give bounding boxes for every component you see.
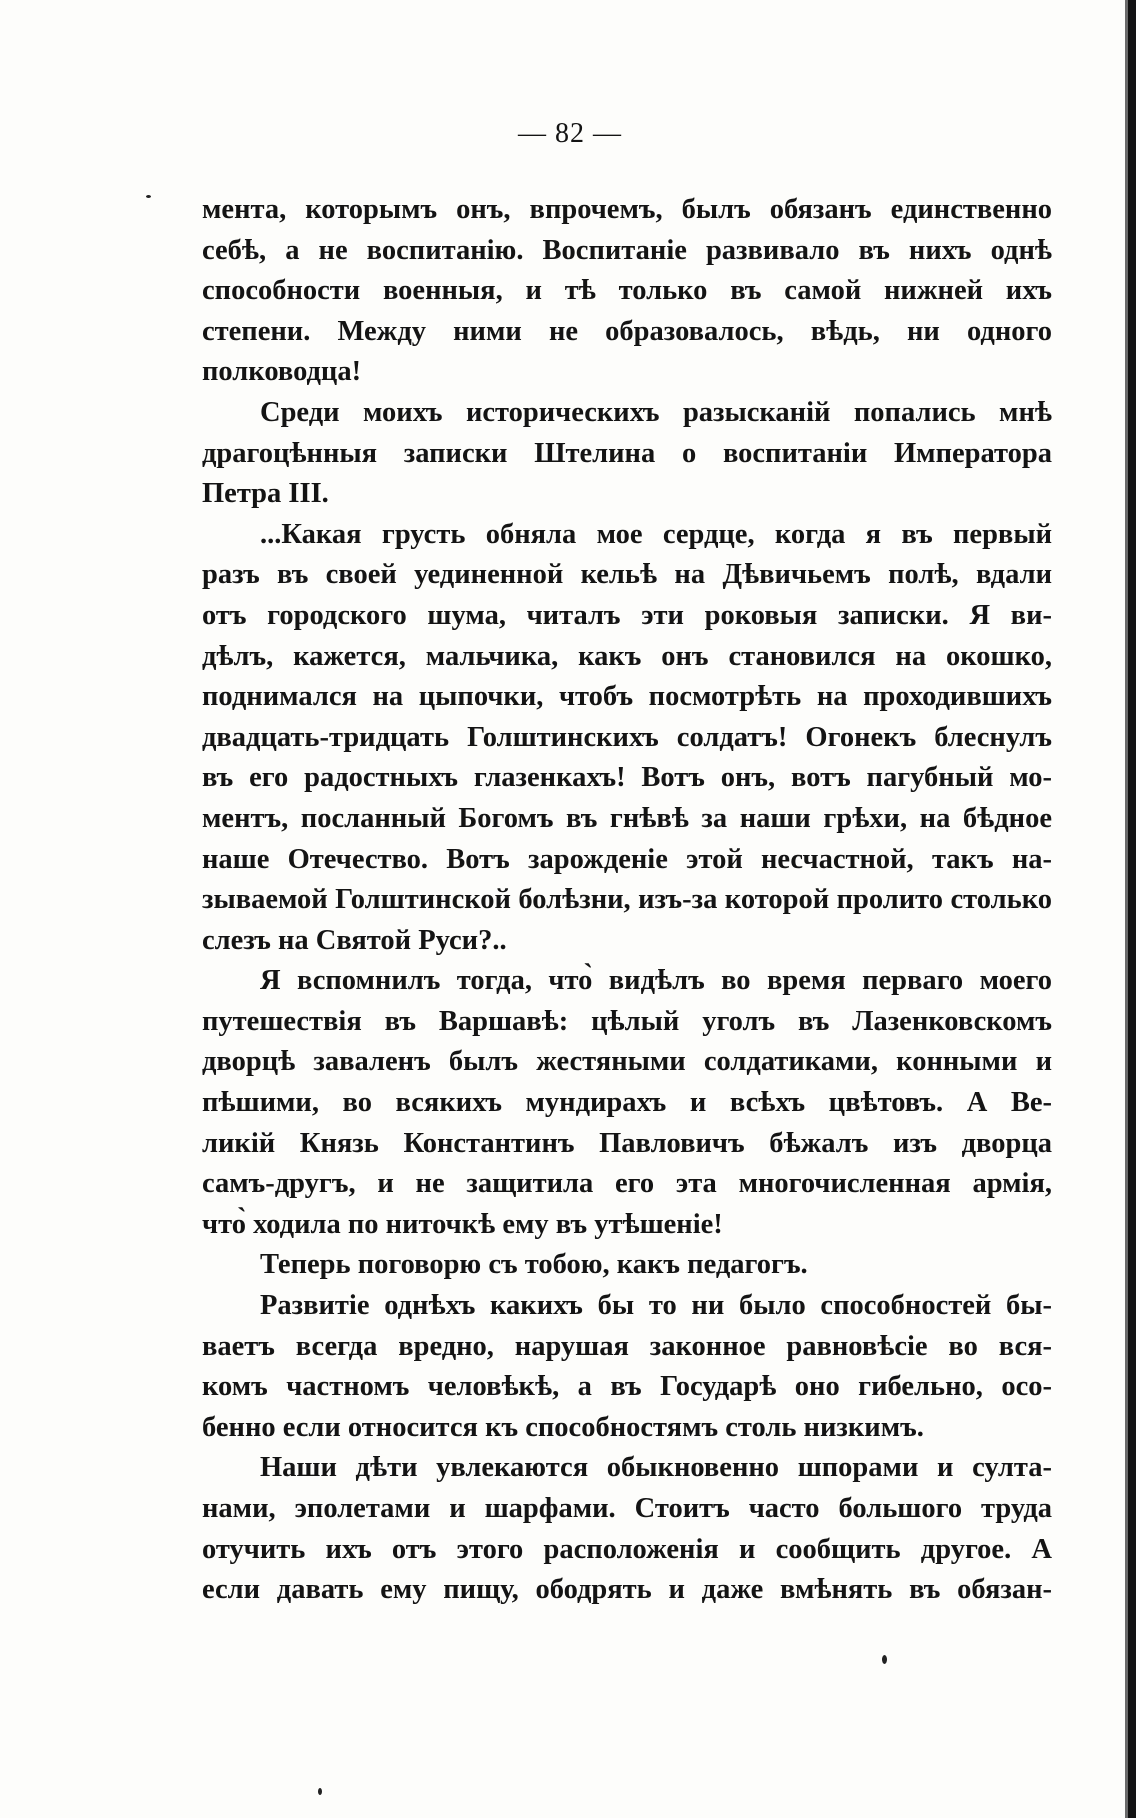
text-line: нами, эполетами и шарфами. Стоитъ часто большого труда [202, 1493, 1052, 1524]
text-line: мента, которымъ онъ, впрочемъ, былъ обязанъ единственно [202, 194, 1052, 225]
scan-speck [146, 195, 151, 198]
text-line: полководца! [202, 356, 362, 388]
text-line: Теперь поговорю съ тобою, какъ педагогъ. [260, 1249, 808, 1281]
text-line: самъ-другъ, и не защитила его эта многочисленная армія, [202, 1168, 1052, 1200]
text-line: зываемой Голштинской болѣзни, изъ-за которой пролито столько [202, 884, 1052, 916]
text-line: себѣ, а не воспитанію. Воспитаніе развивало въ нихъ однѣ [202, 234, 1052, 266]
text-line: Я вспомнилъ тогда, что̀ видѣлъ во время перваго моего [260, 965, 1052, 997]
text-line: путешествія въ Варшавѣ: цѣлый уголъ въ Лазенковскомъ [202, 1005, 1052, 1037]
text-line: ментъ, посланный Богомъ въ гнѣвѣ за наши грѣхи, на бѣдное [202, 802, 1052, 834]
text-line: двадцать-тридцать Голштинскихъ солдатъ! Огонекъ блеснулъ [202, 721, 1052, 753]
text-line: комъ частномъ человѣкѣ, а въ Государѣ оно гибельно, осо- [202, 1371, 1052, 1403]
body-text [202, 190, 1052, 1611]
text-line: ваетъ всегда вредно, нарушая законное равновѣсіе во вся- [202, 1330, 1052, 1362]
text-line: Среди моихъ историческихъ разысканій попались мнѣ [260, 396, 1052, 428]
text-line: Петра III. [202, 478, 329, 510]
page-number: — 82 — [518, 118, 622, 149]
text-line: отучить ихъ отъ этого расположенія и сообщить другое. А [202, 1533, 1052, 1565]
text-line: бенно если относится къ способностямъ столь низкимъ. [202, 1411, 924, 1443]
text-line: ликій Князь Константинъ Павловичъ бѣжалъ изъ дворца [202, 1127, 1052, 1159]
text-line: слезъ на Святой Руси?.. [202, 924, 507, 956]
text-line: дворцѣ заваленъ былъ жестяными солдатиками, конными и [202, 1046, 1052, 1078]
text-line: драгоцѣнныя записки Штелина о воспитаніи Императора [202, 437, 1052, 469]
scan-speck [882, 1655, 887, 1664]
text-line: въ его радостныхъ глазенкахъ! Вотъ онъ, вотъ пагубный мо- [202, 762, 1052, 794]
text-line: отъ городского шума, читалъ эти роковыя записки. Я ви- [202, 599, 1052, 631]
text-line: если давать ему пищу, ободрять и даже вмѣнять въ обязан- [202, 1574, 1052, 1606]
text-line: Развитіе однѣхъ какихъ бы то ни было способностей бы- [260, 1290, 1052, 1322]
scan-speck [318, 1788, 322, 1795]
text-line: дѣлъ, кажется, мальчика, какъ онъ становился на окошко, [202, 640, 1052, 672]
text-line: наше Отечество. Вотъ зарожденіе этой несчастной, такъ на- [202, 843, 1052, 875]
text-line: ...Какая грусть обняла мое сердце, когда я въ первый [260, 518, 1052, 550]
text-line: разъ въ своей уединенной кельѣ на Дѣвичьемъ полѣ, вдали [202, 559, 1052, 591]
page-binding-edge [1128, 0, 1136, 1818]
text-line: пѣшими, во всякихъ мундирахъ и всѣхъ цвѣтовъ. А Ве- [202, 1087, 1052, 1119]
text-line: степени. Между ними не образовалось, вѣдь, ни одного [202, 315, 1052, 347]
text-line: что̀ ходила по ниточкѣ ему въ утѣшеніе! [202, 1208, 723, 1240]
text-line: Наши дѣти увлекаются обыкновенно шпорами и султа- [260, 1452, 1052, 1484]
text-line: способности военныя, и тѣ только въ самой нижней ихъ [202, 275, 1052, 307]
text-line: поднимался на цыпочки, чтобъ посмотрѣть на проходившихъ [202, 681, 1052, 713]
